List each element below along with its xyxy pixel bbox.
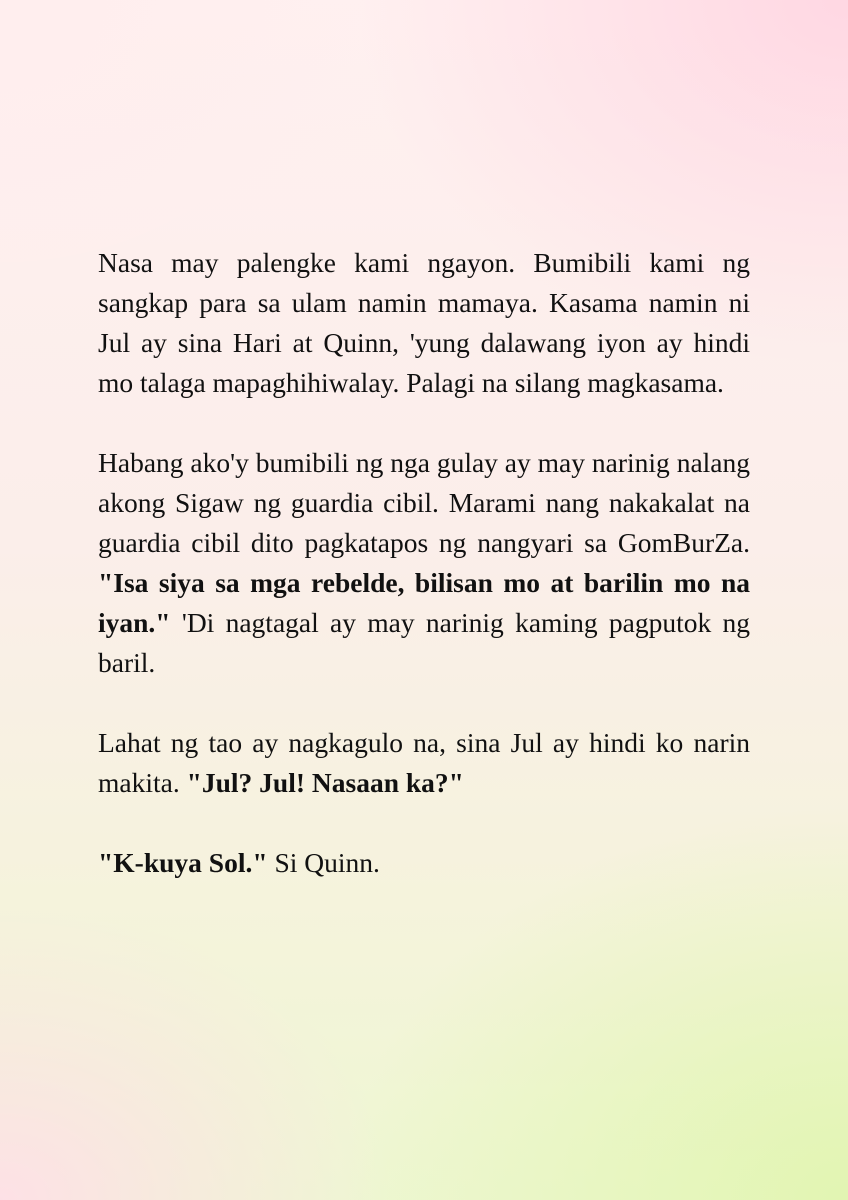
paragraph-2-tail: 'Di nagtagal ay may narinig kaming pagputok ng baril.	[98, 607, 750, 678]
paragraph-1	[98, 243, 750, 403]
paragraph-3-text: Lahat ng tao ay nagkagulo na, sina Jul ay hindi ko narin makita.	[98, 727, 750, 798]
paragraph-2	[98, 443, 750, 683]
paragraph-2-dialogue: "Isa siya sa mga rebelde, bilisan mo at barilin mo na iyan."	[98, 567, 750, 638]
paragraph-1-text: Nasa may palengke kami ngayon. Bumibili kami ng sangkap para sa ulam namin mamaya. Kasama namin ni Jul ay sina Hari at Quinn, 'yung dalawang iyon ay hindi mo talaga mapaghihiwalay. Palagi na silang magkasama.	[98, 247, 750, 398]
paragraph-2-text: Habang ako'y bumibili ng nga gulay ay may narinig nalang akong Sigaw ng guardia cibil. Marami nang nakakalat na guardia cibil dito pagkatapos ng nangyari sa GomBurZa.	[98, 447, 750, 558]
paragraph-4	[98, 843, 750, 883]
paragraph-3	[98, 723, 750, 803]
paragraph-4-tail: Si Quinn.	[267, 847, 380, 878]
paragraph-4-dialogue: "K-kuya Sol."	[98, 847, 268, 878]
paragraph-3-dialogue: "Jul? Jul! Nasaan ka?"	[186, 767, 464, 798]
story-text-block	[98, 243, 750, 883]
